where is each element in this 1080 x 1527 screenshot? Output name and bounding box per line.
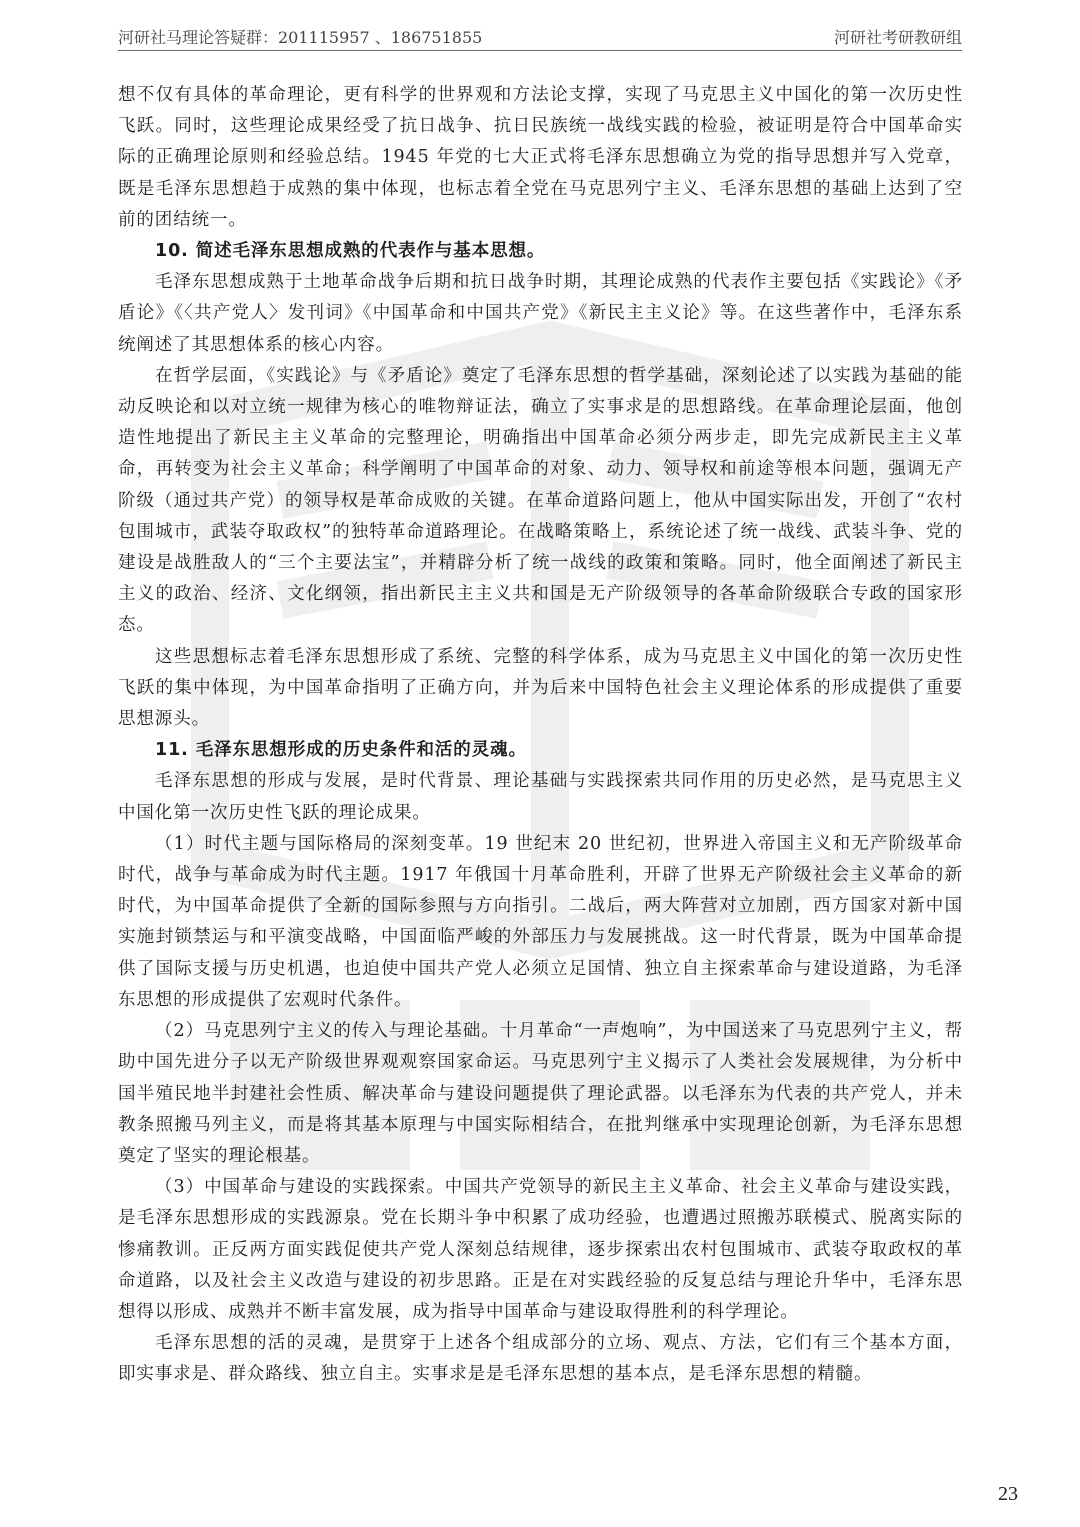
header-right-text: 河研社考研教研组	[833, 28, 962, 47]
paragraph: 这些思想标志着毛泽东思想形成了系统、完整的科学体系，成为马克思主义中国化的第一次历史性飞跃的集中体现，为中国革命指明了正确方向，并为后来中国特色社会主义理论体系的形成提供了重要思想源头。	[118, 646, 963, 730]
header-left-text: 河研社马理论答疑群：201115957 、186751855	[118, 28, 483, 47]
paragraph: 在哲学层面，《实践论》与《矛盾论》奠定了毛泽东思想的哲学基础，深刻论述了以实践为基础的能动反映论和以对立统一规律为核心的唯物辩证法，确立了实事求是的思想路线。在革命理论层面，他创造性地提出了新民主主义革命的完整理论，明确指出中国革命必须分两步走，即先完成新民主主义革命，再转变为社会主义革命；科学阐明了中国革命的对象、动力、领导权和前途等根本问题，强调无产阶级（通过共产党）的领导权是革命成败的关键。在革命道路问题上，他从中国实际出发，开创了“农村包围城市，武装夺取政权”的独特革命道路理论。在战略策略上，系统论述了统一战线、武装斗争、党的建设是战胜敌人的“三个主要法宝”，并精辟分析了统一战线的政策和策略。同时，他全面阐述了新民主主义的政治、经济、文化纲领，指出新民主主义共和国是无产阶级领导的各革命阶级联合专政的国家形态。	[118, 365, 963, 636]
paragraph: （3）中国革命与建设的实践探索。中国共产党领导的新民主主义革命、社会主义革命与建设实践，是毛泽东思想形成的实践源泉。党在长期斗争中积累了成功经验，也遭遇过照搬苏联模式、脱离实际的惨痛教训。正反两方面实践促使共产党人深刻总结规律，逐步探索出农村包围城市、武装夺取政权的革命道路，以及社会主义改造与建设的初步思路。正是在对实践经验的反复总结与理论升华中，毛泽东思想得以形成、成熟并不断丰富发展，成为指导中国革命与建设取得胜利的科学理论。	[118, 1177, 963, 1322]
document-body	[118, 80, 963, 1391]
paragraph: 毛泽东思想的活的灵魂，是贯穿于上述各个组成部分的立场、观点、方法，它们有三个基本方面，即实事求是、群众路线、独立自主。实事求是是毛泽东思想的基本点，是毛泽东思想的精髓。	[118, 1333, 963, 1385]
page-number: 23	[998, 1483, 1018, 1505]
paragraph: 毛泽东思想的形成与发展，是时代背景、理论基础与实践探索共同作用的历史必然，是马克思主义中国化第一次历史性飞跃的理论成果。	[118, 771, 963, 823]
question-heading-10: 10. 简述毛泽东思想成熟的代表作与基本思想。	[155, 241, 546, 262]
page-header	[118, 26, 962, 51]
paragraph: （1）时代主题与国际格局的深刻变革。19 世纪末 20 世纪初，世界进入帝国主义和无产阶级革命时代，战争与革命成为时代主题。1917 年俄国十月革命胜利，开辟了世界无产阶级社会主义革命的新时代，为中国革命提供了全新的国际参照与方向指引。二战后，两大阵营对立加剧，西方国家对新中国实施封锁禁运与和平演变战略，中国面临严峻的外部压力与发展挑战。这一时代背景，既为中国革命提供了国际支援与历史机遇，也迫使中国共产党人必须立足国情、独立自主探索革命与建设道路，为毛泽东思想的形成提供了宏观时代条件。	[118, 833, 963, 1010]
question-heading-11: 11. 毛泽东思想形成的历史条件和活的灵魂。	[155, 740, 527, 761]
paragraph: 毛泽东思想成熟于土地革命战争后期和抗日战争时期，其理论成熟的代表作主要包括《实践论》《矛盾论》《〈共产党人〉发刊词》《中国革命和中国共产党》《新民主主义论》等。在这些著作中，毛泽东系统阐述了其思想体系的核心内容。	[118, 272, 963, 355]
paragraph: （2）马克思列宁主义的传入与理论基础。十月革命“一声炮响”，为中国送来了马克思列宁主义，帮助中国先进分子以无产阶级世界观观察国家命运。马克思列宁主义揭示了人类社会发展规律，为分析中国半殖民地半封建社会性质、解决革命与建设问题提供了理论武器。以毛泽东为代表的共产党人，并未教条照搬马列主义，而是将其基本原理与中国实际相结合，在批判继承中实现理论创新，为毛泽东思想奠定了坚实的理论根基。	[118, 1021, 963, 1166]
paragraph-continued: 想不仅有具体的革命理论，更有科学的世界观和方法论支撑，实现了马克思主义中国化的第一次历史性飞跃。同时，这些理论成果经受了抗日战争、抗日民族统一战线实践的检验，被证明是符合中国革命实际的正确理论原则和经验总结。1945 年党的七大正式将毛泽东思想确立为党的指导思想并写入党章，既是毛泽东思想趋于成熟的集中体现，也标志着全党在马克思列宁主义、毛泽东思想的基础上达到了空前的团结统一。	[118, 85, 963, 230]
